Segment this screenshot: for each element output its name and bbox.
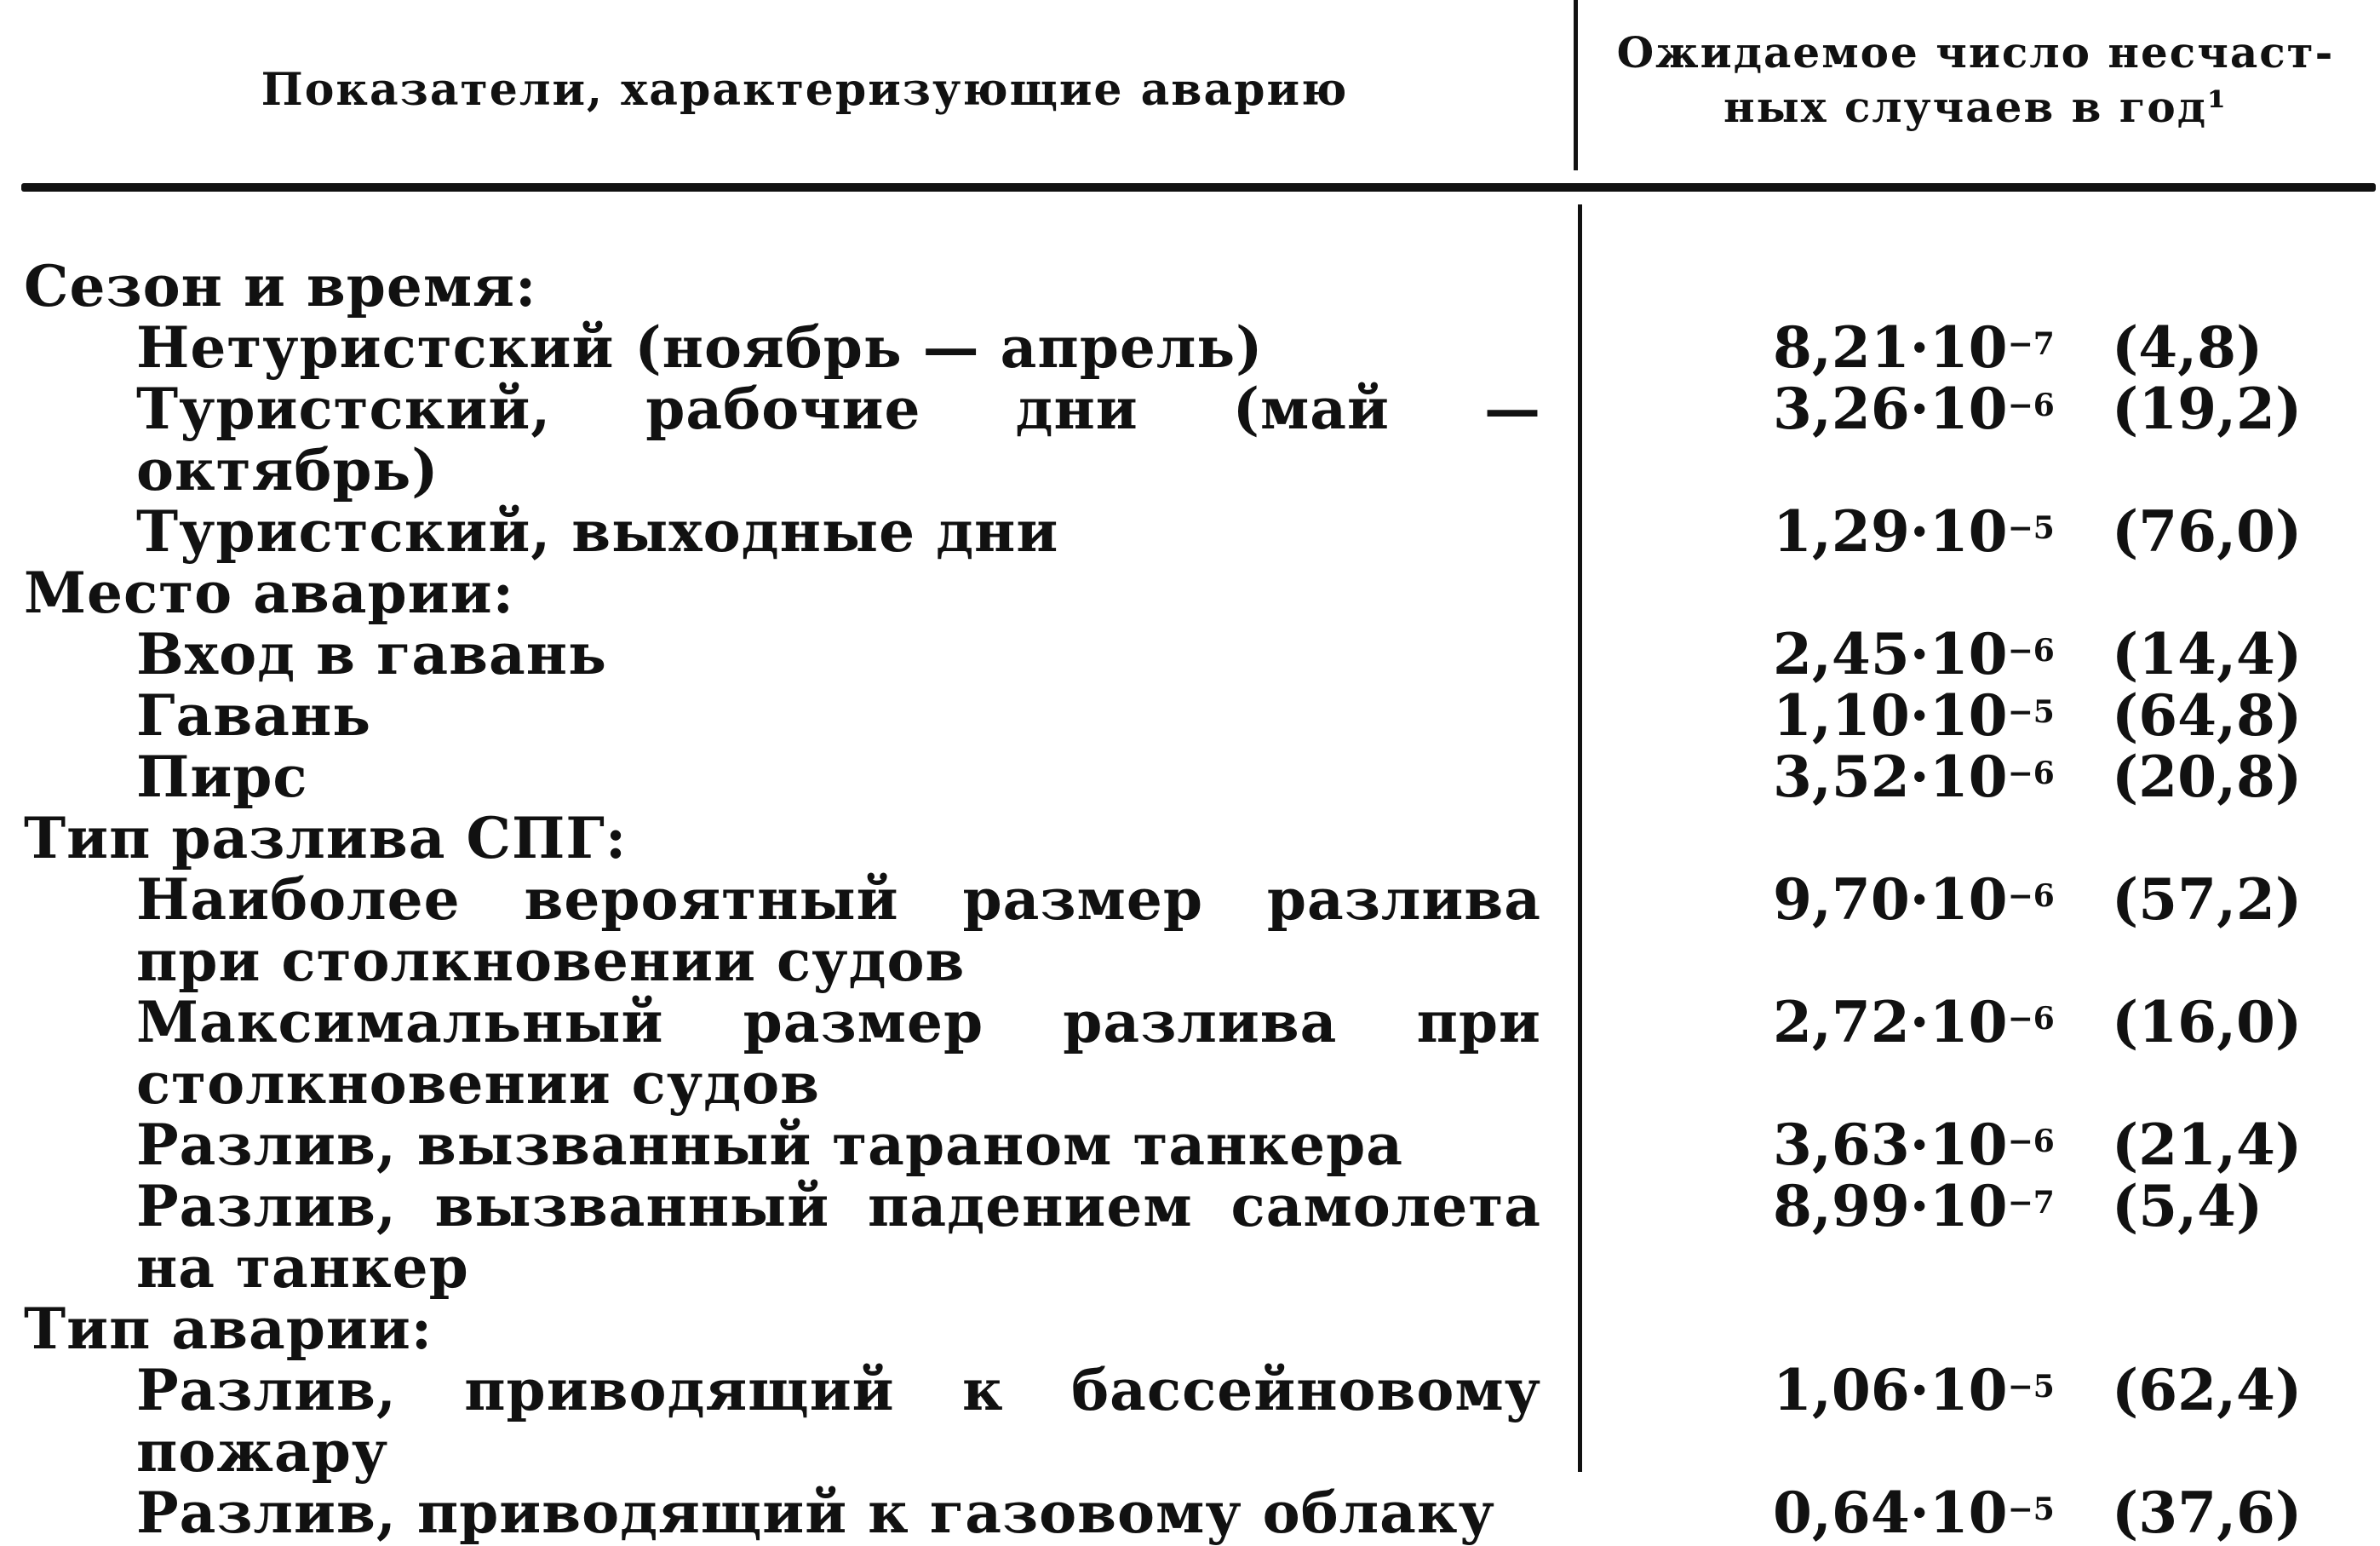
percent-value: (76,0)	[2112, 498, 2303, 565]
table-group-row	[0, 562, 2380, 624]
value-mantissa: 2,45·10	[1773, 621, 2008, 687]
table-row	[0, 682, 2380, 749]
value-mantissa: 3,26·10	[1773, 376, 2008, 442]
table-row	[0, 1357, 2380, 1485]
row-label: Гавань	[136, 682, 372, 749]
value-mantissa: 8,21·10	[1773, 314, 2008, 381]
percent-value: (62,4)	[2112, 1357, 2303, 1423]
row-label: Вход в гавань	[136, 621, 607, 687]
expected-value	[1773, 1480, 2055, 1546]
row-label: Туристский, выходные дни	[136, 498, 1059, 565]
value-exponent: −6	[2007, 388, 2055, 423]
header-rule	[21, 183, 2376, 192]
value-exponent: −7	[2007, 326, 2055, 362]
value-mantissa: 3,52·10	[1773, 744, 2008, 810]
table-row	[0, 1112, 2380, 1178]
expected-value	[1773, 376, 2055, 442]
value-exponent: −6	[2007, 878, 2055, 914]
table-body	[0, 253, 2380, 1546]
value-exponent: −6	[2007, 756, 2055, 791]
group-label: Сезон и время:	[24, 253, 537, 319]
table-row	[0, 1480, 2380, 1546]
value-mantissa: 0,64·10	[1773, 1480, 2008, 1546]
row-label: Разлив, приводящий к газовому облаку	[136, 1480, 1495, 1546]
expected-value	[1773, 1112, 2055, 1178]
percent-value: (4,8)	[2112, 314, 2263, 381]
percent-value: (14,4)	[2112, 621, 2303, 687]
group-label: Тип аварии:	[24, 1296, 433, 1362]
percent-value: (20,8)	[2112, 744, 2303, 810]
row-label: Наиболее вероятный размер разлива при столкновении судов	[136, 866, 1541, 994]
expected-value	[1773, 1173, 2055, 1239]
percent-value: (16,0)	[2112, 989, 2303, 1055]
value-mantissa: 1,10·10	[1773, 682, 2008, 749]
expected-value	[1773, 989, 2055, 1055]
percent-value: (21,4)	[2112, 1112, 2303, 1178]
expected-value	[1773, 314, 2055, 381]
column-header-line-2: ных случаев в год¹	[1723, 82, 2228, 132]
percent-value: (5,4)	[2112, 1173, 2263, 1239]
value-exponent: −5	[2007, 694, 2055, 730]
expected-value	[1773, 621, 2055, 687]
table-group-row	[0, 253, 2380, 319]
column-divider-header	[1574, 0, 1578, 170]
value-exponent: −6	[2007, 633, 2055, 669]
value-mantissa: 9,70·10	[1773, 866, 2008, 933]
column-header-expected-accidents	[1592, 26, 2359, 135]
value-mantissa: 8,99·10	[1773, 1173, 2008, 1239]
row-label: Туристский, рабочие дни (май — октябрь)	[136, 376, 1541, 503]
table-group-row	[0, 807, 2380, 869]
row-label: Пирс	[136, 744, 308, 810]
expected-value	[1773, 498, 2055, 565]
group-label: Тип разлива СПГ:	[24, 805, 628, 871]
table-row	[0, 989, 2380, 1117]
value-mantissa: 1,06·10	[1773, 1357, 2008, 1423]
value-exponent: −6	[2007, 1124, 2055, 1159]
value-mantissa: 1,29·10	[1773, 498, 2008, 565]
table-row	[0, 498, 2380, 565]
table-row	[0, 744, 2380, 810]
value-exponent: −5	[2007, 1491, 2055, 1527]
row-label: Разлив, приводящий к бассейновому пожару	[136, 1357, 1541, 1485]
row-label: Нетуристский (ноябрь — апрель)	[136, 314, 1264, 381]
percent-value: (57,2)	[2112, 866, 2303, 933]
value-exponent: −6	[2007, 1001, 2055, 1037]
table-row	[0, 866, 2380, 994]
table-row	[0, 1173, 2380, 1301]
column-header-indicators: Показатели, характеризующие аварию	[261, 63, 1349, 116]
percent-value: (37,6)	[2112, 1480, 2303, 1546]
percent-value: (64,8)	[2112, 682, 2303, 749]
percent-value: (19,2)	[2112, 376, 2303, 442]
value-mantissa: 2,72·10	[1773, 989, 2008, 1055]
expected-value	[1773, 682, 2055, 749]
group-label: Место аварии:	[24, 560, 514, 626]
table-group-row	[0, 1296, 2380, 1362]
value-mantissa: 3,63·10	[1773, 1112, 2008, 1178]
row-label: Разлив, вызванный падением самолета на танкер	[136, 1173, 1541, 1301]
expected-value	[1773, 744, 2055, 810]
table-row	[0, 314, 2380, 381]
expected-value	[1773, 866, 2055, 933]
row-label: Разлив, вызванный тараном танкера	[136, 1112, 1404, 1178]
table-row	[0, 378, 2380, 501]
value-exponent: −5	[2007, 510, 2055, 546]
value-exponent: −5	[2007, 1369, 2055, 1405]
row-label: Максимальный размер разлива при столкновении судов	[136, 989, 1541, 1117]
expected-value	[1773, 1357, 2055, 1423]
column-header-line-1: Ожидаемое число несчаст-	[1616, 27, 2335, 78]
value-exponent: −7	[2007, 1185, 2055, 1221]
table-row	[0, 621, 2380, 687]
